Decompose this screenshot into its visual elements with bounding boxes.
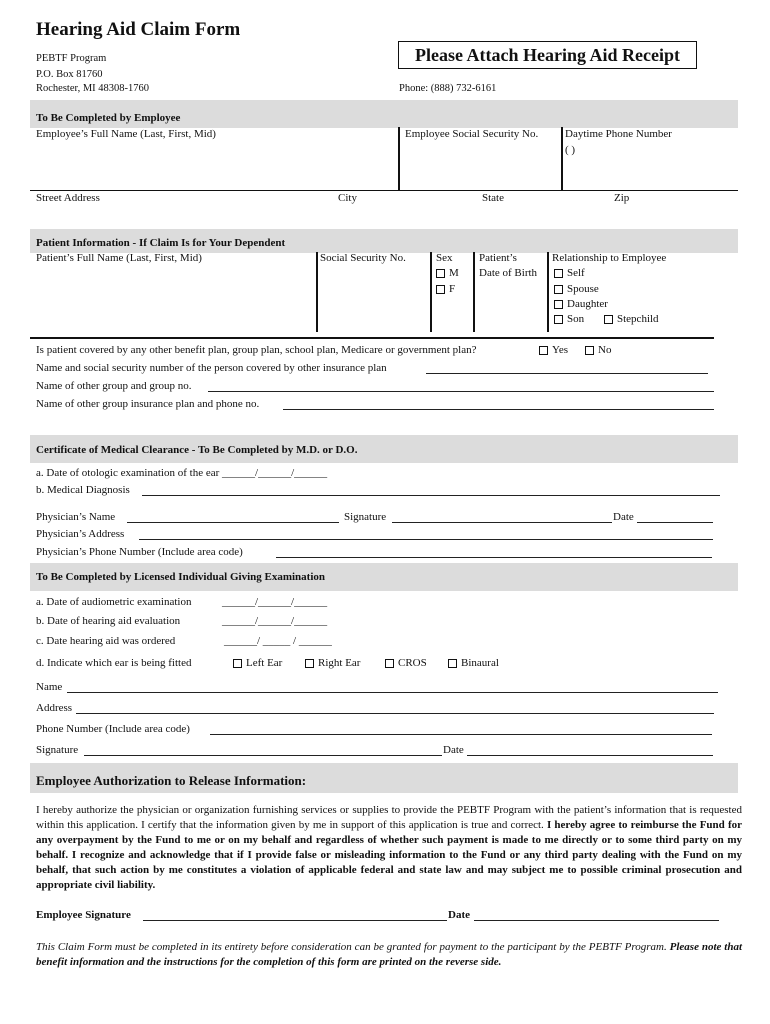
- examiner-name-field[interactable]: [67, 681, 718, 693]
- right-ear-option[interactable]: Right Ear: [305, 657, 360, 669]
- other-insured-field[interactable]: [426, 362, 708, 374]
- binaural-option[interactable]: Binaural: [448, 657, 499, 669]
- checkbox[interactable]: [539, 346, 548, 355]
- other-insured-label: Name and social security number of the person covered by other insurance plan: [36, 362, 387, 374]
- patient-name-label: Patient’s Full Name (Last, First, Mid): [36, 252, 202, 264]
- checkbox[interactable]: [436, 269, 445, 278]
- checkbox[interactable]: [554, 269, 563, 278]
- audiometric-date-field[interactable]: ______/______/______: [222, 596, 328, 608]
- ordered-date-field[interactable]: ______/ _____ / ______: [224, 635, 332, 647]
- coverage-yes-option[interactable]: Yes: [539, 344, 568, 356]
- patient-ssn-label: Social Security No.: [320, 252, 406, 264]
- checkbox[interactable]: [585, 346, 594, 355]
- divider: [561, 127, 563, 191]
- physician-address-label: Physician’s Address: [36, 528, 125, 540]
- city-label: City: [338, 192, 357, 204]
- licensed-section-heading: To Be Completed by Licensed Individual Giving Examination: [36, 571, 326, 583]
- program-name: PEBTF Program: [36, 53, 107, 64]
- divider: [316, 252, 318, 332]
- medical-section-heading: Certificate of Medical Clearance - To Be Completed by M.D. or D.O.: [36, 444, 358, 456]
- examiner-signature-field[interactable]: [84, 744, 442, 756]
- patient-section-heading: Patient Information - If Claim Is for Your Dependent: [36, 237, 286, 249]
- checkbox[interactable]: [436, 285, 445, 294]
- examiner-date-field[interactable]: [467, 744, 713, 756]
- medical-diagnosis-label: b. Medical Diagnosis: [36, 484, 130, 496]
- other-group-field[interactable]: [208, 380, 714, 392]
- checkbox[interactable]: [554, 315, 563, 324]
- sex-f-option[interactable]: F: [436, 283, 455, 295]
- checkbox[interactable]: [233, 659, 242, 668]
- city-line: Rochester, MI 48308-1760: [36, 83, 150, 94]
- examiner-address-label: Address: [36, 702, 73, 714]
- employee-ssn-label: Employee Social Security No.: [405, 128, 539, 140]
- left-ear-option[interactable]: Left Ear: [233, 657, 282, 669]
- state-label: State: [482, 192, 504, 204]
- otologic-exam-line: a. Date of otologic examination of the ear ______/______/______: [36, 467, 328, 479]
- rel-stepchild-option[interactable]: Stepchild: [604, 313, 659, 325]
- attach-receipt-notice: Please Attach Hearing Aid Receipt: [398, 41, 697, 69]
- phone-number: Phone: (888) 732-6161: [399, 83, 497, 94]
- evaluation-date-label: b. Date of hearing aid evaluation: [36, 615, 181, 627]
- checkbox[interactable]: [305, 659, 314, 668]
- examiner-signature-label: Signature: [36, 744, 79, 756]
- examiner-address-field[interactable]: [76, 702, 714, 714]
- rel-daughter-option[interactable]: Daughter: [554, 298, 608, 310]
- dob-label-line2: Date of Birth: [479, 267, 538, 279]
- cros-option[interactable]: CROS: [385, 657, 427, 669]
- divider: [30, 190, 738, 191]
- authorization-text: I hereby authorize the physician or organization furnishing services or supplies to provide the PEBTF Program with the patient’s information that is requested within this application. I certify that the information given by me in support of this application is true and correct. I hereby agree to reimburse the Fund for any overpayment by the Fund to me or on my behalf and regardless of whether such payment is made to me directly or to some third party on my behalf. I recognize and acknowledge that if I provide false or misleading information to the Fund or any third party dealing with the Fund on my behalf, that such action by me constitutes a violation of applicable federal and state law and may subject me to possible criminal prosecution and appropriate civil liability.: [36, 804, 742, 891]
- examiner-phone-label: Phone Number (Include area code): [36, 723, 190, 735]
- sex-m-option[interactable]: M: [436, 267, 459, 279]
- medical-diagnosis-field[interactable]: [142, 484, 720, 496]
- zip-label: Zip: [614, 192, 630, 204]
- ordered-date-label: c. Date hearing aid was ordered: [36, 635, 176, 647]
- employee-section-heading: To Be Completed by Employee: [36, 112, 181, 124]
- divider: [547, 252, 549, 332]
- checkbox[interactable]: [448, 659, 457, 668]
- divider: [398, 127, 400, 191]
- rel-self-option[interactable]: Self: [554, 267, 585, 279]
- physician-date-label: Date: [613, 511, 634, 523]
- form-title: Hearing Aid Claim Form: [36, 19, 241, 40]
- other-plan-field[interactable]: [283, 398, 714, 410]
- employee-signature-field[interactable]: [143, 909, 447, 921]
- physician-address-field[interactable]: [139, 528, 713, 540]
- authorization-heading: Employee Authorization to Release Information:: [36, 773, 307, 788]
- rel-son-option[interactable]: Son: [554, 313, 584, 325]
- physician-phone-label: Physician’s Phone Number (Include area code): [36, 546, 243, 558]
- footer-note: This Claim Form must be completed in its entirety before consideration can be granted for payment to the participant by the PEBTF Program. Please note that benefit information and the instructions for the completion of this form are printed on the reverse side.: [36, 941, 742, 968]
- sex-label: Sex: [436, 252, 453, 264]
- relationship-label: Relationship to Employee: [552, 252, 667, 264]
- employee-name-label: Employee’s Full Name (Last, First, Mid): [36, 128, 216, 140]
- checkbox[interactable]: [554, 300, 563, 309]
- checkbox[interactable]: [385, 659, 394, 668]
- employee-date-field[interactable]: [474, 909, 719, 921]
- ear-fitted-label: d. Indicate which ear is being fitted: [36, 657, 192, 669]
- phone-parens: ( ): [565, 144, 576, 156]
- divider: [30, 337, 714, 339]
- coverage-question: Is patient covered by any other benefit plan, group plan, school plan, Medicare or government plan?: [36, 344, 477, 356]
- po-box: P.O. Box 81760: [36, 69, 103, 80]
- divider: [473, 252, 475, 332]
- coverage-no-option[interactable]: No: [585, 344, 611, 356]
- rel-spouse-option[interactable]: Spouse: [554, 283, 599, 295]
- employee-signature-label: Employee Signature: [36, 909, 131, 921]
- physician-phone-field[interactable]: [276, 546, 712, 558]
- checkbox[interactable]: [604, 315, 613, 324]
- examiner-phone-field[interactable]: [210, 723, 712, 735]
- audiometric-date-label: a. Date of audiometric examination: [36, 596, 192, 608]
- daytime-phone-label: Daytime Phone Number: [565, 128, 672, 140]
- checkbox[interactable]: [554, 285, 563, 294]
- physician-date-field[interactable]: [637, 511, 713, 523]
- dob-label-line1: Patient’s: [479, 252, 517, 264]
- other-plan-label: Name of other group insurance plan and phone no.: [36, 398, 260, 410]
- evaluation-date-field[interactable]: ______/______/______: [222, 615, 328, 627]
- physician-name-field[interactable]: [127, 511, 339, 523]
- physician-signature-label: Signature: [344, 511, 387, 523]
- employee-date-label: Date: [448, 909, 470, 921]
- divider: [430, 252, 432, 332]
- examiner-name-label: Name: [36, 681, 63, 693]
- physician-signature-field[interactable]: [392, 511, 612, 523]
- other-group-label: Name of other group and group no.: [36, 380, 192, 392]
- examiner-date-label: Date: [443, 744, 464, 756]
- physician-name-label: Physician’s Name: [36, 511, 116, 523]
- street-address-label: Street Address: [36, 192, 100, 204]
